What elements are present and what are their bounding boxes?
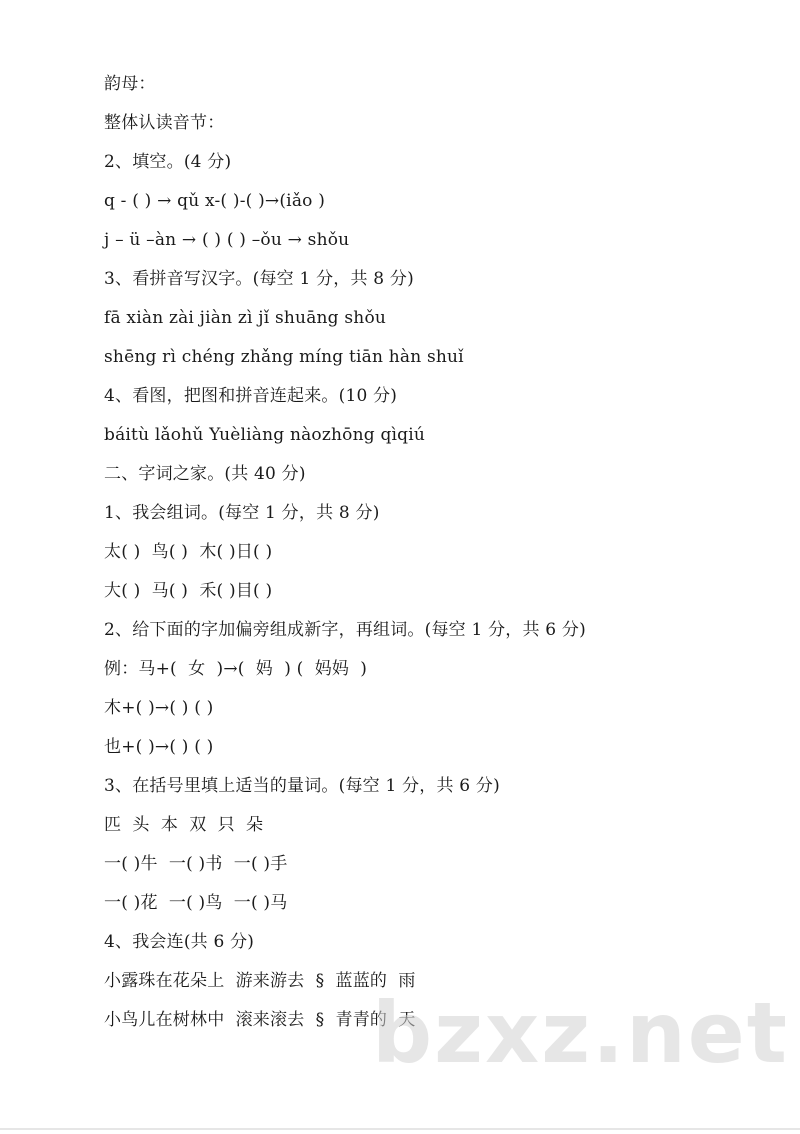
text-line-4: q - ( ) → qǔ x-( )-( )→(iǎo ): [104, 191, 326, 211]
text-line-24: 小露珠在花朵上 游来游去 § 蓝蓝的 雨: [104, 971, 416, 991]
text-line-20: 匹 头 本 双 只 朵: [104, 815, 264, 835]
text-line-10: báitù lǎohǔ Yuèliàng nàozhōng qìqiú: [104, 425, 426, 445]
page-bottom-edge: [0, 1128, 800, 1130]
watermark-text: bzxz.net: [372, 984, 789, 1082]
text-line-18: 也+( )→( ) ( ): [104, 737, 214, 757]
text-line-5: j – ü –àn → ( ) ( ) –ǒu → shǒu: [104, 230, 350, 250]
text-line-7: fā xiàn zài jiàn zì jǐ shuāng shǒu: [104, 308, 387, 328]
text-line-17: 木+( )→( ) ( ): [104, 698, 214, 718]
text-line-12: 1、我会组词。(每空 1 分，共 8 分): [104, 503, 380, 523]
text-line-13: 太( ) 鸟( ) 木( )日( ): [104, 542, 273, 562]
text-line-1: 韵母：: [104, 74, 156, 94]
text-line-19: 3、在括号里填上适当的量词。(每空 1 分，共 6 分): [104, 776, 500, 796]
text-line-14: 大( ) 马( ) 禾( )目( ): [104, 581, 273, 601]
text-line-8: shēng rì chéng zhǎng míng tiān hàn shuǐ: [104, 347, 464, 367]
text-line-3: 2、填空。(4 分): [104, 152, 232, 172]
text-line-15: 2、给下面的字加偏旁组成新字，再组词。(每空 1 分，共 6 分): [104, 620, 586, 640]
text-line-2: 整体认读音节：: [104, 113, 225, 133]
text-line-23: 4、我会连(共 6 分): [104, 932, 255, 952]
text-line-11: 二、字词之家。(共 40 分): [104, 464, 306, 484]
text-line-25: 小鸟儿在树林中 滚来滚去 § 青青的 天: [104, 1010, 416, 1030]
text-line-16: 例：马+( 女 )→( 妈 ) ( 妈妈 ): [104, 659, 368, 679]
text-line-6: 3、看拼音写汉字。(每空 1 分，共 8 分): [104, 269, 414, 289]
text-line-9: 4、看图，把图和拼音连起来。(10 分): [104, 386, 398, 406]
text-line-21: 一( )牛 一( )书 一( )手: [104, 854, 288, 874]
text-line-22: 一( )花 一( )鸟 一( )马: [104, 893, 288, 913]
